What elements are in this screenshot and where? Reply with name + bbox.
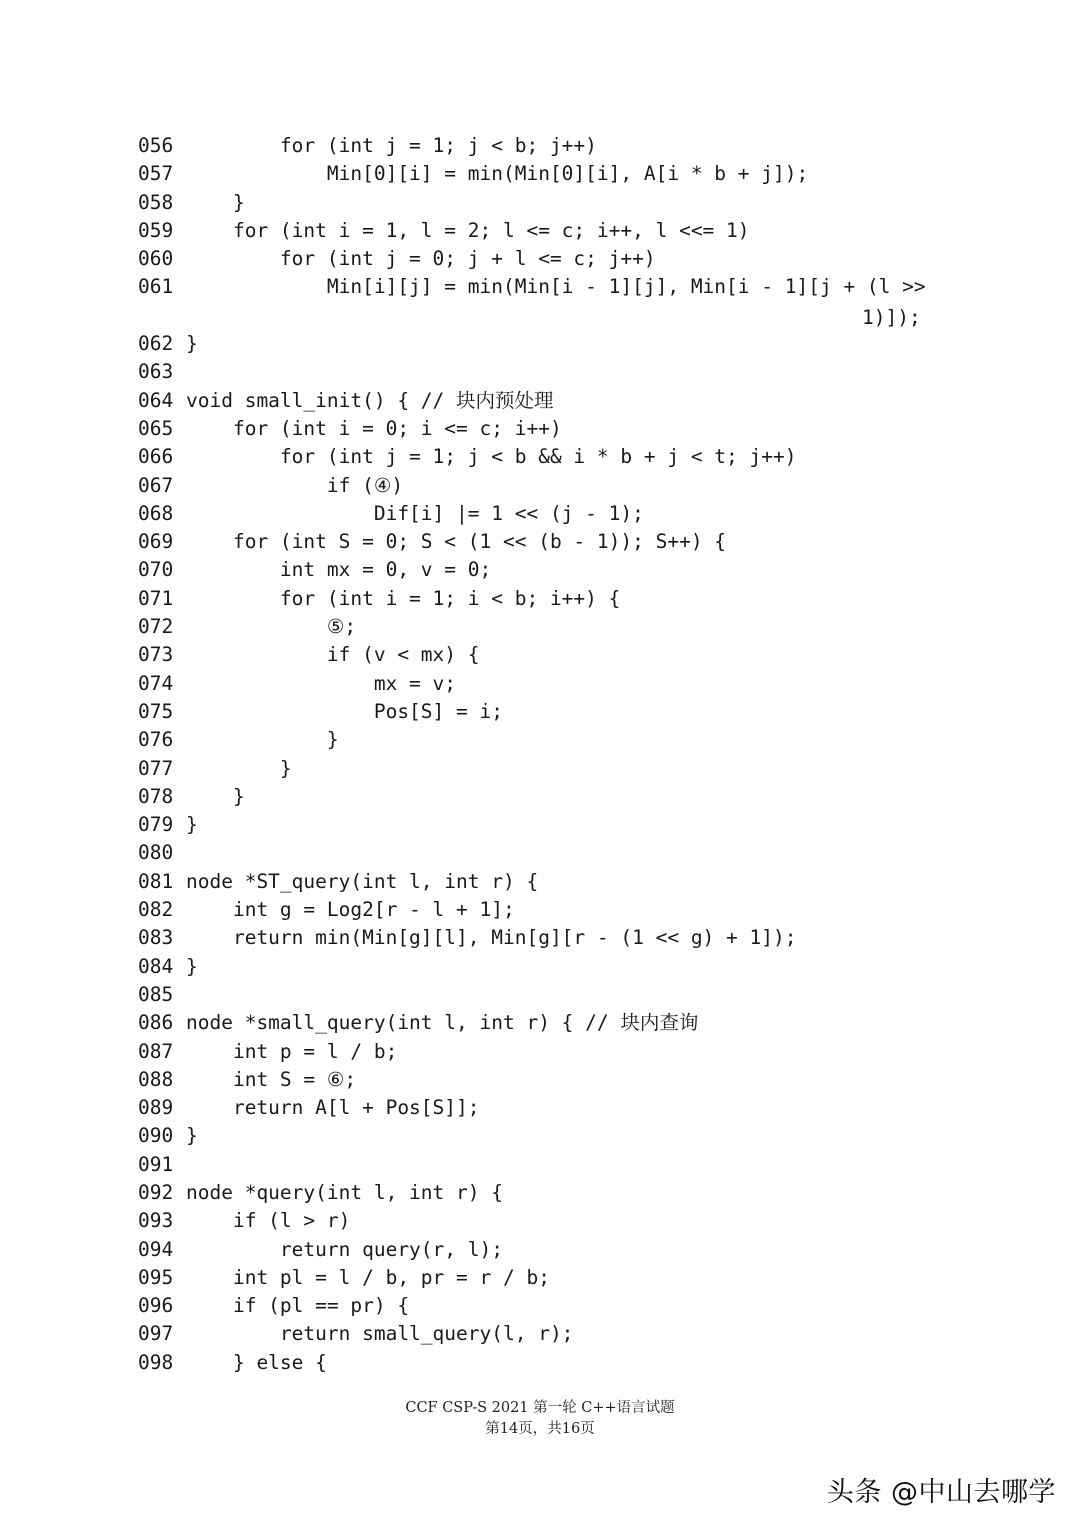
line-number: 083 bbox=[138, 926, 174, 950]
line-number: 084 bbox=[138, 954, 174, 978]
code-line bbox=[138, 302, 926, 330]
code-line bbox=[138, 1264, 926, 1292]
line-number: 098 bbox=[138, 1350, 174, 1374]
code-line bbox=[138, 1009, 926, 1037]
code-line bbox=[138, 755, 926, 783]
code-line bbox=[138, 1349, 926, 1377]
line-code: Dif[i] |= 1 << (j - 1); bbox=[186, 501, 644, 525]
line-number: 064 bbox=[138, 388, 174, 412]
code-line bbox=[138, 981, 926, 1009]
line-code: for (int i = 0; i <= c; i++) bbox=[186, 416, 562, 440]
code-line bbox=[138, 1038, 926, 1066]
line-code: for (int j = 0; j + l <= c; j++) bbox=[186, 247, 656, 271]
line-code: } bbox=[186, 728, 339, 752]
line-number: 090 bbox=[138, 1124, 174, 1148]
code-line bbox=[138, 160, 926, 188]
line-number: 092 bbox=[138, 1180, 174, 1204]
line-number: 075 bbox=[138, 699, 174, 723]
line-number: 089 bbox=[138, 1096, 174, 1120]
code-wrap-continuation: 1)]); bbox=[862, 306, 921, 329]
line-code: for (int i = 1; i < b; i++) { bbox=[186, 586, 621, 610]
line-number: 066 bbox=[138, 445, 174, 469]
line-code: } bbox=[186, 954, 198, 978]
line-code: } bbox=[186, 813, 198, 837]
line-number: 074 bbox=[138, 671, 174, 695]
code-line bbox=[138, 273, 926, 301]
line-number: 093 bbox=[138, 1209, 174, 1233]
line-number: 078 bbox=[138, 784, 174, 808]
code-line bbox=[138, 868, 926, 896]
code-line bbox=[138, 415, 926, 443]
line-code: void small_init() { // 块内预处理 bbox=[186, 388, 554, 412]
line-code: int pl = l / b, pr = r / b; bbox=[186, 1265, 550, 1289]
line-number: 080 bbox=[138, 841, 174, 865]
line-code: if (l > r) bbox=[186, 1209, 351, 1233]
code-line bbox=[138, 953, 926, 981]
line-code: return A[l + Pos[S]]; bbox=[186, 1096, 480, 1120]
line-code: if (pl == pr) { bbox=[186, 1294, 410, 1318]
code-line bbox=[138, 698, 926, 726]
line-number: 077 bbox=[138, 756, 174, 780]
code-line bbox=[138, 472, 926, 500]
line-code: } else { bbox=[186, 1350, 327, 1374]
line-number: 087 bbox=[138, 1039, 174, 1063]
line-code: return small_query(l, r); bbox=[186, 1322, 574, 1346]
code-line bbox=[138, 670, 926, 698]
line-code: } bbox=[186, 332, 198, 356]
line-code: Pos[S] = i; bbox=[186, 699, 503, 723]
line-number: 088 bbox=[138, 1067, 174, 1091]
code-line bbox=[138, 613, 926, 641]
code-line bbox=[138, 811, 926, 839]
line-number: 058 bbox=[138, 190, 174, 214]
line-number: 096 bbox=[138, 1294, 174, 1318]
code-line bbox=[138, 924, 926, 952]
line-number: 068 bbox=[138, 501, 174, 525]
line-number: 097 bbox=[138, 1322, 174, 1346]
line-code: int mx = 0, v = 0; bbox=[186, 558, 492, 582]
line-number: 070 bbox=[138, 558, 174, 582]
line-number: 056 bbox=[138, 134, 174, 157]
line-number: 062 bbox=[138, 332, 174, 356]
line-code: for (int j = 1; j < b; j++) bbox=[186, 134, 597, 157]
footer-title: CCF CSP-S 2021 第一轮 C++语言试题 bbox=[405, 1400, 675, 1416]
code-line bbox=[138, 1066, 926, 1094]
line-number: 071 bbox=[138, 586, 174, 610]
code-line bbox=[138, 245, 926, 273]
line-code: node *query(int l, int r) { bbox=[186, 1180, 503, 1204]
line-code: } bbox=[186, 1124, 198, 1148]
code-line bbox=[138, 189, 926, 217]
line-number: 086 bbox=[138, 1011, 174, 1035]
line-code: for (int S = 0; S < (1 << (b - 1)); S++) { bbox=[186, 530, 727, 554]
line-number: 057 bbox=[138, 162, 174, 186]
code-line bbox=[138, 783, 926, 811]
line-code: Min[i][j] = min(Min[i - 1][j], Min[i - 1][j + (l >> bbox=[186, 275, 926, 299]
code-line bbox=[138, 330, 926, 358]
code-line bbox=[138, 641, 926, 669]
line-number: 094 bbox=[138, 1237, 174, 1261]
code-line bbox=[138, 1292, 926, 1320]
line-code: ⑤; bbox=[186, 615, 357, 639]
code-line bbox=[138, 1320, 926, 1348]
code-line bbox=[138, 387, 926, 415]
line-code: return query(r, l); bbox=[186, 1237, 503, 1261]
code-line bbox=[138, 500, 926, 528]
code-line bbox=[138, 726, 926, 754]
line-code: mx = v; bbox=[186, 671, 457, 695]
code-line bbox=[138, 1094, 926, 1122]
line-number: 073 bbox=[138, 643, 174, 667]
line-number: 091 bbox=[138, 1152, 174, 1176]
code-line bbox=[138, 217, 926, 245]
line-code: } bbox=[186, 784, 245, 808]
code-line bbox=[138, 556, 926, 584]
code-line bbox=[138, 443, 926, 471]
line-code: int p = l / b; bbox=[186, 1039, 398, 1063]
code-line bbox=[138, 1236, 926, 1264]
code-line bbox=[138, 1179, 926, 1207]
line-number: 061 bbox=[138, 275, 174, 299]
footer-page-number: 第14页，共16页 bbox=[485, 1421, 595, 1437]
line-code: return min(Min[g][l], Min[g][r - (1 << g) + 1]); bbox=[186, 926, 797, 950]
code-line bbox=[138, 585, 926, 613]
line-code: } bbox=[186, 190, 245, 214]
line-number: 059 bbox=[138, 218, 174, 242]
line-code: node *small_query(int l, int r) { // 块内查询 bbox=[186, 1011, 699, 1035]
line-number: 079 bbox=[138, 813, 174, 837]
line-number: 076 bbox=[138, 728, 174, 752]
code-block bbox=[138, 132, 926, 1377]
line-code: for (int i = 1, l = 2; l <= c; i++, l <<= 1) bbox=[186, 218, 750, 242]
code-line bbox=[138, 896, 926, 924]
watermark: 头条 @中山去哪学 bbox=[826, 1477, 1056, 1508]
line-code: int S = ⑥; bbox=[186, 1067, 357, 1091]
line-number: 085 bbox=[138, 982, 174, 1006]
line-number: 072 bbox=[138, 615, 174, 639]
code-line bbox=[138, 528, 926, 556]
code-line bbox=[138, 1122, 926, 1150]
code-line bbox=[138, 839, 926, 867]
line-number: 063 bbox=[138, 360, 174, 384]
line-number: 069 bbox=[138, 530, 174, 554]
line-code: Min[0][i] = min(Min[0][i], A[i * b + j]); bbox=[186, 162, 809, 186]
line-code: for (int j = 1; j < b && i * b + j < t; j++) bbox=[186, 445, 797, 469]
code-line bbox=[138, 1207, 926, 1235]
line-number: 067 bbox=[138, 473, 174, 497]
line-number: 081 bbox=[138, 869, 174, 893]
line-code: } bbox=[186, 756, 292, 780]
code-line bbox=[138, 1151, 926, 1179]
line-number: 095 bbox=[138, 1265, 174, 1289]
line-code: if (v < mx) { bbox=[186, 643, 480, 667]
line-number: 065 bbox=[138, 416, 174, 440]
code-line bbox=[138, 132, 926, 160]
line-number: 082 bbox=[138, 898, 174, 922]
line-code: if (④) bbox=[186, 473, 404, 497]
code-line bbox=[138, 358, 926, 386]
line-code: int g = Log2[r - l + 1]; bbox=[186, 898, 515, 922]
line-number: 060 bbox=[138, 247, 174, 271]
line-code: node *ST_query(int l, int r) { bbox=[186, 869, 539, 893]
